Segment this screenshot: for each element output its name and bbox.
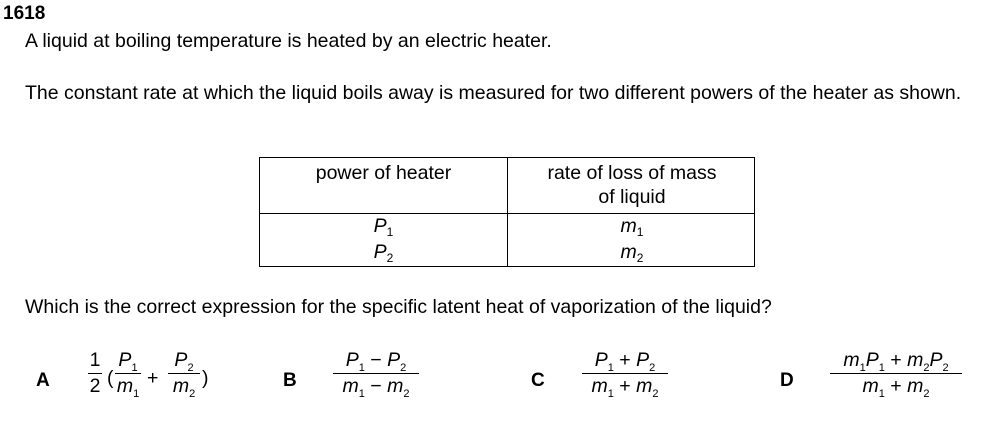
power-value: $P_1$ <box>373 215 394 239</box>
mass-rate-value: $m_2$ <box>620 241 644 265</box>
option-a-open-paren: ( <box>107 367 114 389</box>
mass-rate-values <box>508 214 756 266</box>
option-d-letter[interactable]: D <box>780 370 794 391</box>
option-a-term2: $P_2$ $m_2$ <box>168 349 200 398</box>
option-a-close-paren: ) <box>202 367 209 389</box>
power-values <box>260 214 507 266</box>
mass-rate-value: $m_1$ <box>620 215 644 239</box>
option-b-letter[interactable]: B <box>283 370 297 391</box>
header-rate <box>508 161 756 209</box>
question-prompt: Which is the correct expression for the specific latent heat of vaporization of the liquid? <box>25 296 772 318</box>
header-rate-line1: rate of loss of mass <box>547 162 717 184</box>
question-description: The constant rate at which the liquid boils away is measured for two different powers of the heater as shown. <box>25 82 962 104</box>
option-c-letter[interactable]: C <box>531 370 545 391</box>
option-d-expression: $m_1P_1 + m_2P_2$ $m_1 + m_2$ <box>830 349 962 398</box>
option-a-letter[interactable]: A <box>36 370 50 391</box>
header-power: power of heater <box>315 162 452 184</box>
option-a-term1: $P_1$ $m_1$ <box>116 349 140 400</box>
question-number: 1618 <box>3 3 46 24</box>
option-c-expression: $P_1 + P_2$ $m_1 + m_2$ <box>582 349 668 398</box>
data-table <box>259 157 755 267</box>
header-rate-line2: of liquid <box>598 186 666 208</box>
option-b-expression: $P_1 - P_2$ $m_1 - m_2$ <box>333 349 419 398</box>
option-a-plus: + <box>147 367 159 389</box>
option-a-half: 1 2 <box>89 349 101 397</box>
question-intro: A liquid at boiling temperature is heated by an electric heater. <box>25 30 552 52</box>
power-value: $P_2$ <box>373 241 394 265</box>
